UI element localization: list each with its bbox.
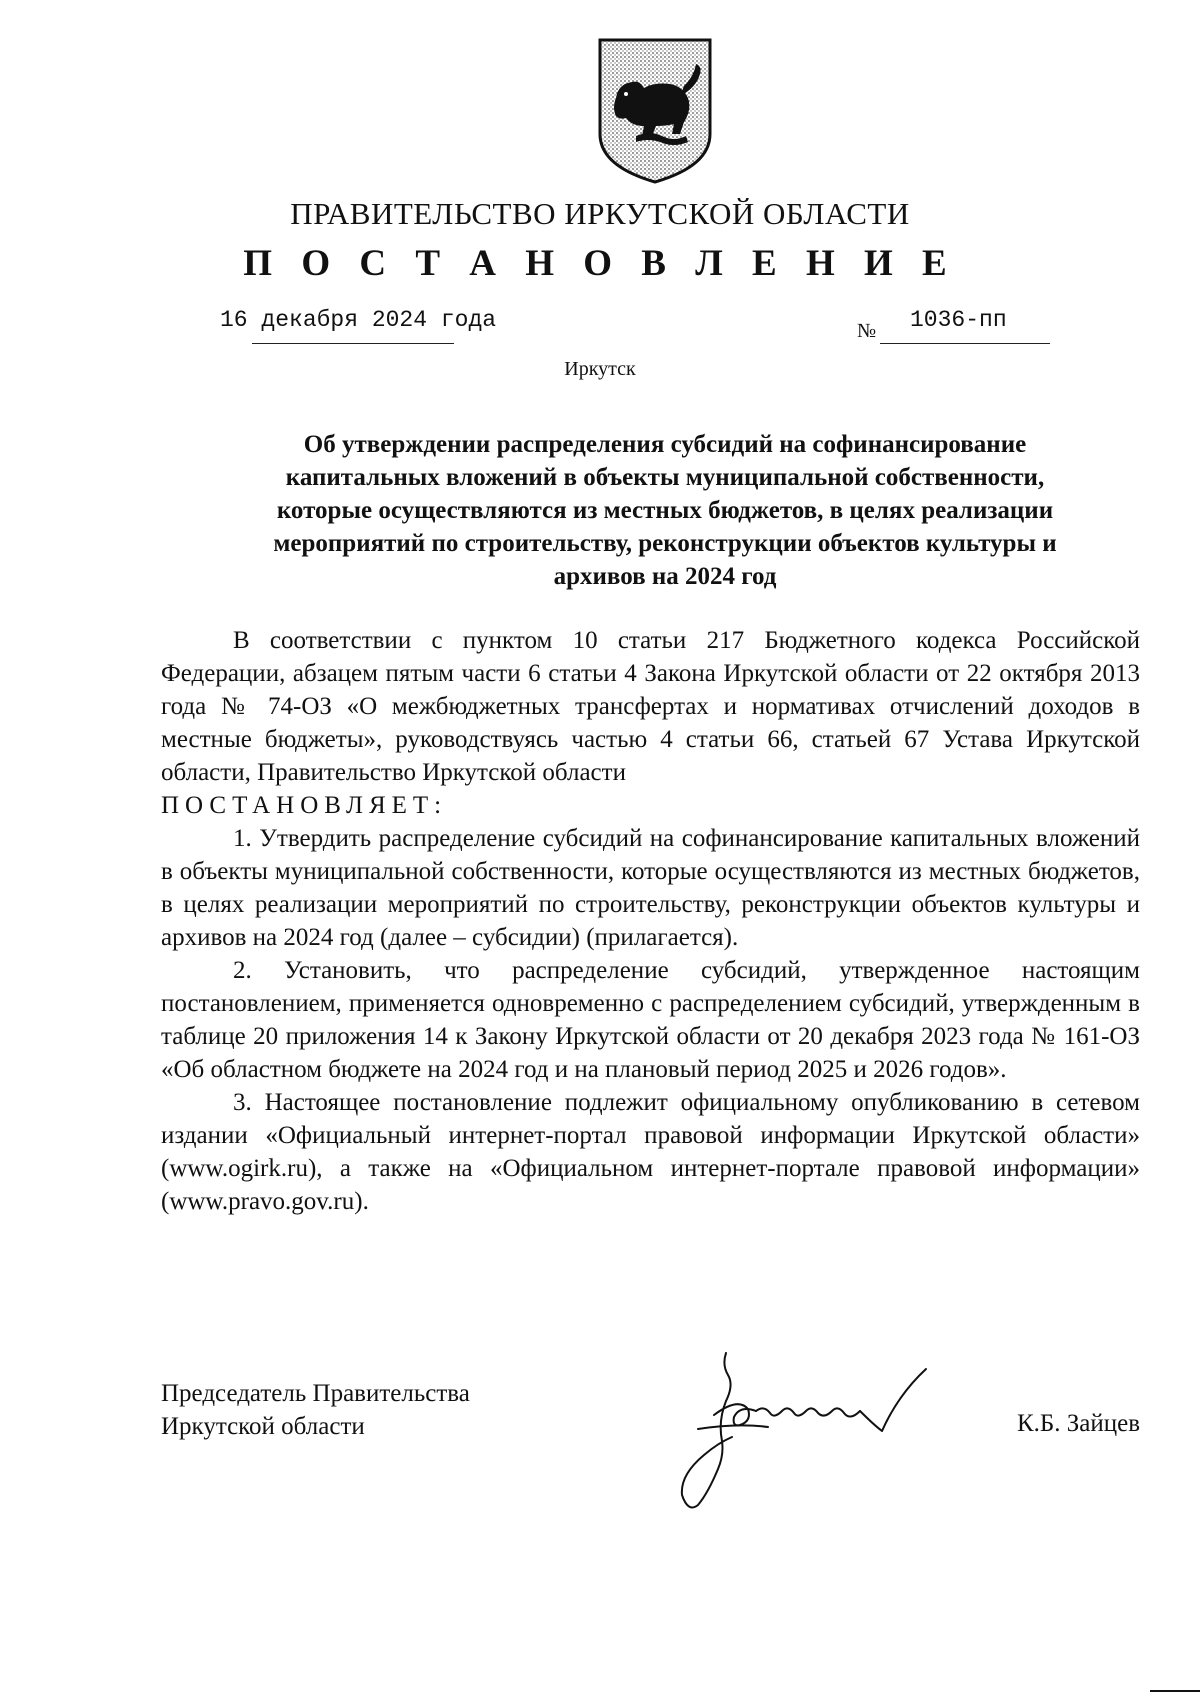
signer-position bbox=[161, 1377, 470, 1443]
signer-position-line: Иркутской области bbox=[161, 1413, 365, 1440]
number-sign: № bbox=[857, 320, 877, 342]
document-type-title: П О С Т А Н О В Л Е Н И Е bbox=[243, 243, 957, 284]
decree-item: 3. Настоящее постановление подлежит официальному опубликованию в сетевом издании «Официальный интернет-портал правовой информации Иркутской области» (www.ogirk.ru), а также на «Официальном интернет-портале правовой информации» (www.pravo.gov.ru). bbox=[161, 1089, 1140, 1215]
decree-body bbox=[161, 624, 1140, 1218]
subject-line: которые осуществляются из местных бюджетов, в целях реализации bbox=[276, 497, 1054, 524]
government-name: ПРАВИТЕЛЬСТВО ИРКУТСКОЙ ОБЛАСТИ bbox=[290, 196, 910, 231]
irkutsk-coat-of-arms-icon bbox=[596, 36, 714, 186]
handwritten-signature-icon bbox=[678, 1345, 958, 1515]
decree-number: 1036-пп bbox=[910, 307, 1007, 333]
decree-item: 1. Утвердить распределение субсидий на софинансирование капитальных вложений в объекты муниципальной собственности, которые осуществляются из местных бюджетов, в целях реализации мероприятий по строительству, реконструкции объектов культуры и архивов на 2024 год (далее – субсидии) (прилагается). bbox=[161, 825, 1140, 951]
decree-subject bbox=[210, 428, 1120, 593]
subject-line: капитальных вложений в объекты муниципальной собственности, bbox=[285, 464, 1045, 491]
number-underline bbox=[880, 343, 1050, 344]
subject-line: мероприятий по строительству, реконструкции объектов культуры и bbox=[273, 530, 1057, 557]
decree-word: ПОСТАНОВЛЯЕТ: bbox=[161, 792, 448, 819]
subject-line: архивов на 2024 год bbox=[553, 563, 777, 590]
page-corner-mark bbox=[1150, 1690, 1200, 1692]
decree-date: 16 декабря 2024 года bbox=[220, 307, 497, 333]
decree-item: 2. Установить, что распределение субсидий, утвержденное настоящим постановлением, применяется одновременно с распределением субсидий, утвержденным в таблице 20 приложения 14 к Закону Иркутской области от 20 декабря 2023 года № 161-ОЗ «Об областном бюджете на 2024 год и на плановый период 2025 и 2026 годов». bbox=[161, 957, 1140, 1083]
signer-name: К.Б. Зайцев bbox=[1016, 1410, 1140, 1437]
preamble-paragraph: В соответствии с пунктом 10 статьи 217 Бюджетного кодекса Российской Федерации, абзацем пятым части 6 статьи 4 Закона Иркутской области от 22 октября 2013 года № 74-ОЗ «О межбюджетных трансфертах и нормативах отчислений доходов в местные бюджеты», руководствуясь частью 4 статьи 66, статьей 67 Устава Иркутской области, Правительство Иркутской области bbox=[161, 627, 1140, 786]
city-name: Иркутск bbox=[564, 358, 636, 380]
subject-line: Об утверждении распределения субсидий на софинансирование bbox=[303, 431, 1027, 458]
signer-position-line: Председатель Правительства bbox=[161, 1380, 470, 1407]
date-underline bbox=[252, 343, 454, 344]
